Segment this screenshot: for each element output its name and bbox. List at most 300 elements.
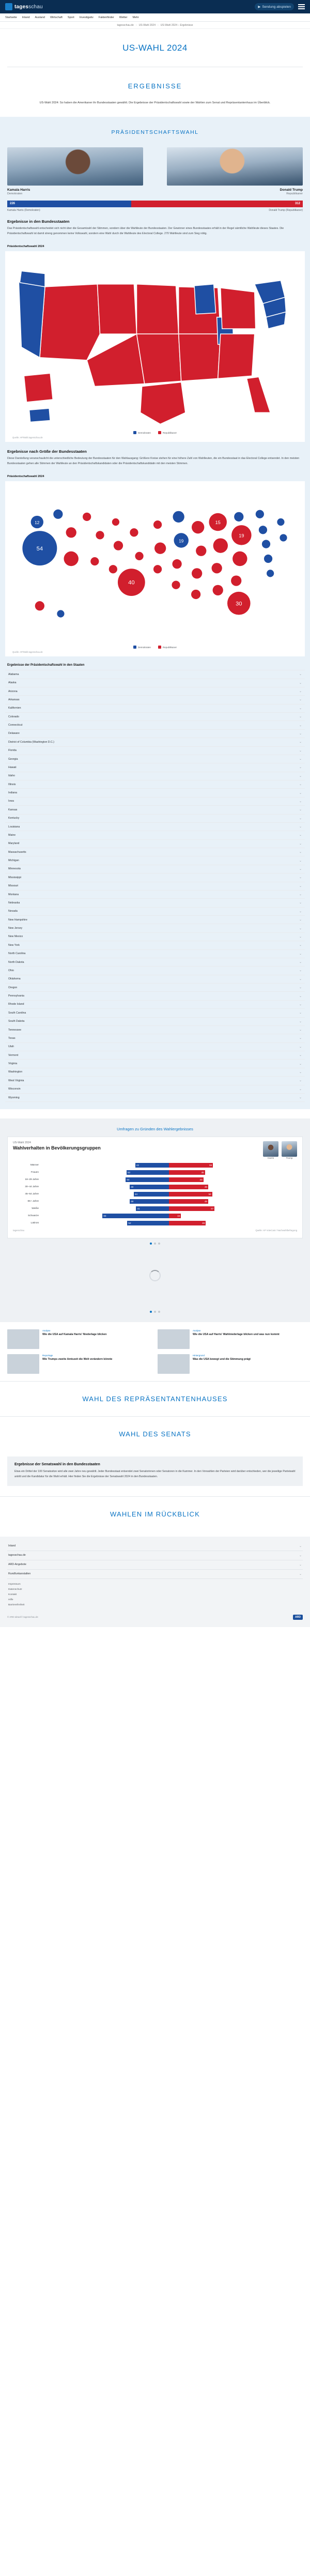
poll-value-trump: 55 (209, 1164, 212, 1167)
state-label: Connecticut (8, 724, 23, 727)
nav-item-faktenfinder[interactable]: Faktenfinder (98, 16, 114, 19)
svg-text:19: 19 (239, 533, 244, 539)
poll-value-harris: 41 (137, 1207, 140, 1210)
state-accordion-item[interactable] (5, 941, 305, 949)
card-footer-brand: tagesschau (13, 1229, 24, 1232)
nav-item-ausland[interactable]: Ausland (35, 16, 45, 19)
tagesschau-logo-icon (5, 3, 12, 10)
chevron-down-icon: ⌄ (299, 1037, 302, 1040)
state-label: Florida (8, 749, 17, 753)
candidate-harris (7, 147, 143, 195)
chevron-down-icon: ⌄ (299, 825, 302, 829)
state-label: West Virginia (8, 1079, 24, 1082)
poll-bar-harris (41, 1170, 169, 1175)
state-accordion-item[interactable] (5, 1001, 305, 1009)
state-label: Alaska (8, 681, 17, 685)
chevron-down-icon: ⌄ (299, 893, 302, 897)
nav-item-inland[interactable]: Inland (22, 16, 30, 19)
chevron-down-icon: ⌄ (299, 724, 302, 727)
map-canvas-1 (8, 255, 302, 428)
map2-legend-rep: Republikaner (158, 646, 177, 649)
poll-row-label: Latinos (30, 1222, 39, 1225)
state-accordion-item[interactable] (5, 908, 305, 916)
poll-row-label: 45–64 Jahre (25, 1193, 39, 1196)
chevron-down-icon: ⌄ (299, 1079, 302, 1083)
chevron-down-icon: ⌄ (299, 986, 302, 990)
state-label: Utah (8, 1045, 14, 1049)
chevron-down-icon: ⌄ (299, 698, 302, 702)
card-footer (13, 1229, 297, 1232)
teaser-item[interactable] (158, 1354, 303, 1374)
face-name-trump: Trump (286, 1157, 293, 1160)
teaser-item[interactable] (158, 1329, 303, 1349)
nav-item-investigativ[interactable]: Investigativ (79, 16, 94, 19)
teaser-kicker: Hintergrund (193, 1354, 205, 1357)
state-label: New Jersey (8, 927, 23, 930)
results-heading: ERGEBNISSE (128, 82, 182, 90)
chevron-down-icon: ⌄ (299, 859, 302, 863)
chevron-down-icon: ⌄ (299, 1011, 302, 1015)
chevron-down-icon: ⌄ (299, 749, 302, 753)
footer-links (0, 1579, 310, 1611)
senate-heading: WAHL DES SENATS (119, 1430, 191, 1438)
retrospect-section (0, 1496, 310, 1531)
footer-link[interactable]: Barrierefreiheit (8, 1603, 25, 1606)
logo[interactable] (5, 3, 43, 10)
state-label: Colorado (8, 715, 20, 718)
poll-row (13, 1199, 297, 1204)
poll-value-harris: 44 (134, 1193, 137, 1196)
states-block-title: Ergebnisse in den Bundesstaaten (7, 219, 70, 224)
chevron-down-icon: ⌄ (299, 817, 302, 820)
footer-bottom (0, 1611, 310, 1627)
svg-text:19: 19 (179, 539, 184, 544)
chevron-down-icon: ⌄ (299, 961, 302, 964)
poll-bar-harris (41, 1199, 169, 1204)
state-accordion-item[interactable] (5, 950, 305, 958)
harris-face (263, 1141, 278, 1160)
chevron-down-icon: ⌄ (299, 834, 302, 837)
presidential-section (0, 117, 310, 1109)
state-accordion-item[interactable] (5, 882, 305, 891)
nav-item-sport[interactable]: Sport (67, 16, 74, 19)
chevron-down-icon: ⌄ (299, 876, 302, 880)
electoral-bar (7, 201, 303, 207)
state-accordion-item[interactable] (5, 1009, 305, 1017)
poll-row (13, 1191, 297, 1197)
state-accordion-item[interactable] (5, 772, 305, 780)
teaser-thumbnail (7, 1329, 39, 1349)
poll-row-label: Männer (30, 1164, 39, 1167)
polls-heading: Umfragen zu Gründen des Wahlergebnisses (117, 1127, 193, 1132)
map1-legend (8, 428, 302, 434)
card-kicker: US-Wahl 2024 (13, 1141, 31, 1145)
poll-row (13, 1220, 297, 1226)
footer-link[interactable]: Datenschutz (8, 1588, 22, 1591)
state-label: Oregon (8, 986, 18, 989)
state-label: Kansas (8, 808, 18, 811)
state-accordion-item[interactable] (5, 1068, 305, 1077)
teaser-kicker: Reportage (42, 1354, 53, 1357)
state-accordion-item[interactable] (5, 738, 305, 746)
nav-item-wetter[interactable]: Wetter (119, 16, 128, 19)
svg-text:30: 30 (236, 601, 242, 607)
footer-accordion-label: Rundfunkanstalten (8, 1572, 31, 1576)
top-bar (0, 0, 310, 13)
state-accordion-item[interactable] (5, 755, 305, 763)
menu-button[interactable] (298, 4, 305, 9)
poll-value-trump: 43 (199, 1178, 203, 1182)
state-accordion-item[interactable] (5, 984, 305, 992)
chevron-down-icon: ⌄ (299, 1054, 302, 1057)
chevron-down-icon: ⌄ (299, 910, 302, 913)
poll-bar-trump (169, 1170, 297, 1175)
poll-row-label: 65+ Jahre (27, 1200, 39, 1203)
state-accordion-item[interactable] (5, 704, 305, 713)
face-names (263, 1157, 297, 1159)
footer-accordion (7, 1542, 303, 1579)
state-accordion-item[interactable] (5, 687, 305, 696)
ard-logo-icon: ARD (293, 1615, 303, 1620)
poll-value-harris: 83 (103, 1215, 106, 1218)
footer-accordion-label: Inland (8, 1544, 16, 1548)
carousel2-dot-2[interactable] (154, 1311, 156, 1313)
electoral-bar-trump: 312 (131, 201, 303, 207)
carousel-dots[interactable] (0, 1238, 310, 1245)
state-accordion-item[interactable] (5, 891, 305, 899)
footer-accordion-item[interactable] (7, 1570, 303, 1579)
teaser-title: Wie die USA auf Kamala Harris' Niederlage blicken (42, 1333, 107, 1337)
trump-name: Donald Trump (280, 188, 303, 192)
state-label: North Carolina (8, 952, 26, 956)
svg-text:54: 54 (36, 545, 43, 552)
chevron-down-icon: ⌄ (299, 774, 302, 778)
teaser-item[interactable] (7, 1354, 152, 1374)
state-accordion-item[interactable] (5, 1060, 305, 1068)
state-accordion-item[interactable] (5, 763, 305, 772)
state-accordion-item[interactable] (5, 806, 305, 814)
harris-name: Kamala Harris (7, 188, 30, 192)
poll-value-trump: 49 (204, 1200, 207, 1203)
copyright: © ARD-aktuell / tagesschau.de (7, 1616, 38, 1619)
chevron-down-icon: ⌄ (299, 1563, 302, 1567)
chevron-down-icon: ⌄ (299, 715, 302, 719)
state-accordion-item[interactable] (5, 1034, 305, 1042)
chevron-down-icon: ⌄ (299, 935, 302, 939)
map1-legend-rep: Republikaner (158, 431, 177, 434)
breadcrumb-item-1[interactable]: US-Wahl 2024 (138, 23, 156, 27)
teaser-title: Wie Trumps zweite Amtszeit die Welt verändern könnte (42, 1358, 113, 1361)
house-section (0, 1381, 310, 1416)
chevron-down-icon: ⌄ (299, 1087, 302, 1091)
poll-bar-harris (41, 1185, 169, 1189)
footer-accordion-item[interactable] (7, 1551, 303, 1560)
legend-harris: Kamala Harris (Demokraten) (7, 208, 40, 212)
poll-value-harris: 49 (131, 1200, 134, 1203)
state-label: Mississippi (8, 876, 22, 879)
state-accordion-item[interactable] (5, 823, 305, 831)
map-canvas-2 (8, 485, 302, 642)
chevron-down-icon: ⌄ (299, 741, 302, 744)
footer-accordion-item[interactable] (7, 1560, 303, 1570)
state-accordion-item[interactable] (5, 865, 305, 873)
retrospect-heading: WAHLEN IM RÜCKBLICK (110, 1510, 200, 1518)
chevron-down-icon: ⌄ (299, 1020, 302, 1023)
state-accordion-item[interactable] (5, 679, 305, 687)
play-icon: ▶ (258, 5, 261, 9)
state-label: Maryland (8, 842, 20, 846)
state-accordion-item[interactable] (5, 713, 305, 721)
play-broadcast-button[interactable] (255, 3, 294, 10)
harris-party: Demokraten (7, 192, 23, 195)
state-accordion-item[interactable] (5, 848, 305, 856)
state-label: Virginia (8, 1062, 18, 1066)
poll-value-trump: 45 (201, 1171, 204, 1174)
chevron-down-icon: ⌄ (299, 884, 302, 888)
map1-caption: Präsidentschaftswahl 2024 (7, 244, 44, 248)
state-label: Georgia (8, 757, 18, 761)
state-label: Idaho (8, 774, 15, 778)
chevron-down-icon: ⌄ (299, 994, 302, 998)
svg-text:15: 15 (215, 519, 221, 525)
carousel2-dot-1[interactable] (150, 1311, 152, 1313)
senate-results-heading: Ergebnisse der Senatswahl in den Bundesstaaten (14, 1463, 100, 1467)
chevron-down-icon: ⌄ (299, 1062, 302, 1066)
state-accordion-item[interactable] (5, 696, 305, 704)
card-footer-source: Quelle: AP VoteCast / Nachwahlbefragung (255, 1229, 297, 1232)
poll-bar-harris (41, 1214, 169, 1218)
poll-value-harris: 52 (128, 1222, 131, 1225)
poll-bar-trump (169, 1221, 297, 1225)
legend-trump: Donald Trump (Republikaner) (269, 208, 303, 212)
carousel-dots-2[interactable] (0, 1307, 310, 1313)
chevron-down-icon: ⌄ (299, 867, 302, 871)
poll-row (13, 1170, 297, 1175)
state-accordion-item[interactable] (5, 856, 305, 865)
state-accordion-item[interactable] (5, 721, 305, 729)
state-accordion-item[interactable] (5, 1094, 305, 1102)
state-label: Missouri (8, 884, 19, 888)
state-accordion-item[interactable] (5, 1026, 305, 1034)
footer-accordion-item[interactable] (7, 1542, 303, 1551)
chevron-down-icon: ⌄ (299, 800, 302, 803)
electoral-map-bubbles[interactable] (5, 481, 305, 656)
state-accordion-item[interactable] (5, 967, 305, 975)
poll-value-trump: 54 (208, 1193, 211, 1196)
poll-row-label: Schwarze (27, 1215, 39, 1218)
state-label: Arkansas (8, 698, 20, 701)
breadcrumb-sep-icon-2: › (157, 23, 159, 27)
poll-value-harris: 54 (127, 1178, 130, 1182)
breadcrumb-item-0[interactable]: tagesschau.de (117, 23, 134, 27)
state-label: Tennessee (8, 1028, 22, 1032)
house-heading: WAHL DES REPRÄSENTANTENHAUSES (82, 1395, 228, 1403)
teaser-thumbnail (158, 1329, 190, 1349)
poll-bar-harris (41, 1192, 169, 1197)
chevron-down-icon: ⌄ (299, 918, 302, 922)
state-label: Louisiana (8, 825, 20, 829)
chevron-down-icon: ⌄ (299, 791, 302, 795)
chevron-down-icon: ⌄ (299, 977, 302, 981)
chevron-down-icon: ⌄ (299, 927, 302, 930)
state-accordion-item[interactable] (5, 670, 305, 679)
state-label: North Dakota (8, 960, 24, 964)
poll-bar-trump (169, 1185, 297, 1189)
teaser-meta (193, 1329, 280, 1349)
svg-text:12: 12 (35, 520, 40, 525)
poll-row (13, 1184, 297, 1190)
state-label: Wisconsin (8, 1087, 21, 1091)
state-label: Montana (8, 893, 19, 896)
chevron-down-icon: ⌄ (299, 808, 302, 812)
teaser-thumbnail (158, 1354, 190, 1374)
footer-link[interactable]: Hilfe (8, 1598, 13, 1601)
teaser-title: Wie die USA auf Harris' Wahlniederlage blicken und was nun kommt (193, 1333, 280, 1337)
poll-bar-harris (41, 1206, 169, 1211)
teaser-grid (0, 1322, 310, 1381)
state-accordion-item[interactable] (5, 1085, 305, 1094)
poll-bar-chart (13, 1162, 297, 1226)
poll-value-trump: 57 (211, 1207, 214, 1210)
trump-party: Republikaner (286, 192, 303, 195)
state-accordion-item[interactable] (5, 975, 305, 984)
footer-accordion-label: ARD-Angebote (8, 1563, 26, 1567)
state-label: Oklahoma (8, 977, 21, 981)
electoral-map-choropleth[interactable] (5, 251, 305, 442)
poll-bar-trump (169, 1192, 297, 1197)
chevron-down-icon: ⌄ (299, 1096, 302, 1100)
state-accordion-item[interactable] (5, 1051, 305, 1060)
state-label: Nebraska (8, 901, 20, 904)
state-label: New Mexico (8, 935, 23, 939)
state-accordion-item[interactable] (5, 1077, 305, 1085)
poll-value-trump: 49 (204, 1186, 207, 1189)
state-label: Illinois (8, 783, 16, 786)
teaser-kicker: Analyse (42, 1329, 51, 1332)
teaser-meta (42, 1329, 106, 1349)
poll-bar-trump (169, 1206, 297, 1211)
state-label: Alabama (8, 672, 19, 676)
teaser-kicker: Analyse (193, 1329, 201, 1332)
state-accordion-item[interactable] (5, 899, 305, 907)
state-accordion-item[interactable] (5, 924, 305, 932)
logo-text: tagesschau (14, 4, 43, 10)
state-label: Wyoming (8, 1096, 20, 1099)
chevron-down-icon: ⌄ (299, 842, 302, 846)
chevron-down-icon: ⌄ (299, 766, 302, 770)
state-label: Michigan (8, 859, 19, 863)
senate-results-text: Etwa ein Drittel der 100 Senatssitze wird alle zwei Jahre neu gewählt. Jeder Bundesstaat entsendet zwei Senatorinnen oder Senatoren in die Kammer. In den Vorwahlen der Parteien wird darüber entschieden, wer die jeweilige Parteiwahl antritt und die Kandidatur für die Wahl erhält. Hier finden Sie die Ergebnisse der Senatswahl 2024 in den Bundesstaaten. (14, 1470, 296, 1478)
state-accordion-item[interactable] (5, 840, 305, 848)
chevron-down-icon: ⌄ (299, 1572, 302, 1576)
chevron-down-icon: ⌄ (299, 681, 302, 685)
state-label: Delaware (8, 732, 20, 735)
state-accordion-item[interactable] (5, 747, 305, 755)
carousel2-dot-3[interactable] (158, 1311, 160, 1313)
senate-results-card (7, 1456, 303, 1485)
state-label: Nevada (8, 910, 18, 913)
harris-photo (7, 147, 143, 186)
state-accordion-item[interactable] (5, 831, 305, 839)
chevron-down-icon: ⌄ (299, 1029, 302, 1032)
poll-value-harris: 49 (131, 1186, 134, 1189)
state-accordion-item[interactable] (5, 1043, 305, 1051)
footer-link[interactable]: Kontakt (8, 1593, 17, 1596)
map2-legend (8, 642, 302, 649)
state-accordion-item[interactable] (5, 933, 305, 941)
state-accordion-item[interactable] (5, 798, 305, 806)
candidate-trump (167, 147, 303, 195)
state-label: Hawaii (8, 765, 17, 769)
poll-bar-trump (169, 1199, 297, 1204)
presidential-heading: PRÄSIDENTSCHAFTSWAHL (111, 129, 199, 136)
chevron-down-icon: ⌄ (299, 690, 302, 694)
state-label: Iowa (8, 800, 14, 803)
state-accordion-item[interactable] (5, 992, 305, 1000)
poll-value-harris: 42 (136, 1164, 140, 1167)
state-label: Indiana (8, 791, 18, 795)
chevron-down-icon: ⌄ (299, 952, 302, 956)
footer-link[interactable]: Impressum (8, 1583, 21, 1586)
state-accordion-item[interactable] (5, 730, 305, 738)
chevron-down-icon: ⌄ (299, 673, 302, 677)
poll-bar-harris (41, 1221, 169, 1225)
chevron-down-icon: ⌄ (299, 1544, 302, 1548)
poll-bar-harris (41, 1177, 169, 1182)
polls-section (0, 1118, 310, 1322)
state-label: Minnesota (8, 867, 21, 871)
state-label: Arizona (8, 689, 18, 693)
state-accordion-item[interactable] (5, 780, 305, 789)
nav-item-startseite[interactable]: Startseite (5, 16, 17, 19)
poll-row (13, 1206, 297, 1212)
breadcrumb-item-2: US-Wahl 2024 – Ergebnisse (160, 23, 193, 27)
teaser-title: Was die USA bewegt und die Stimmung prägt (193, 1358, 251, 1361)
state-label: Vermont (8, 1053, 19, 1057)
teaser-item[interactable] (7, 1329, 152, 1349)
chevron-down-icon: ⌄ (299, 732, 302, 735)
chevron-down-icon: ⌄ (299, 1070, 302, 1074)
poll-value-trump: 15 (177, 1215, 180, 1218)
card-title: Wahlverhalten in Bevölkerungsgruppen (13, 1145, 101, 1151)
state-accordion-item[interactable] (5, 1018, 305, 1026)
state-label: Washington (8, 1070, 23, 1074)
nav-item-mehr[interactable]: Mehr (132, 16, 139, 19)
state-label: Massachusetts (8, 850, 26, 854)
poll-row-label: 30–44 Jahre (25, 1186, 39, 1189)
chevron-down-icon: ⌄ (299, 1554, 302, 1557)
state-label: Rhode Island (8, 1003, 24, 1006)
poll-value-harris: 53 (127, 1171, 130, 1174)
breadcrumb (0, 22, 310, 29)
state-accordion-item[interactable] (5, 815, 305, 823)
trump-face (282, 1141, 297, 1160)
poll-value-trump: 46 (202, 1222, 205, 1225)
voting-behaviour-card (7, 1137, 303, 1238)
main-nav (0, 13, 310, 22)
page-intro: US-Wahl 2024: So haben die Amerikaner ihr Bundesstaaten gewählt. Die Ergebnisse der Präsidentschaftswahl sowie der Wahlen zum Senat und Repräsentantenhaus im Überblick. (39, 101, 271, 105)
size-block-text: Diese Darstellung veranschaulicht die unterschiedliche Bedeutung der Bundesstaaten für den Wahlausgang: Größere Kreise stehen für eine höhere Zahl von Wahlleuten, die ein Bundesstaat in das Electoral College entsendet. In den meisten Bundesstaaten gehen alle Stimmen der Wahlleute an den Präsidentschaftskandidaten oder die Präsidentschaftskandidatin mit den meisten Stimmen. (7, 457, 300, 466)
size-block-title: Ergebnisse nach Größe der Bundesstaaten (7, 449, 87, 454)
map1-source: Quelle: AP/Wahl.tagesschau.de (12, 436, 43, 439)
state-accordion-item[interactable] (5, 873, 305, 882)
state-accordion-item[interactable] (5, 789, 305, 797)
state-accordion-item[interactable] (5, 958, 305, 967)
state-accordion-item[interactable] (5, 916, 305, 924)
states-block-text: Das Präsidentschaftswahl entscheidet sich nicht über die Gesamtzahl der Stimmen, sondern über die Wahlleute der Bundesstaaten. Der Gewinner eines Bundesstaates erhält in der Regel sämtliche Wahlleute dieses Staates. Die Präsidentschaftswahl ist damit streng genommen keine Volkswahl, sondern eine Wahl durch die Wahlleute des Electoral College. 270 Wahlleute sind zum Sieg nötig. (7, 226, 284, 235)
nav-item-wirtschaft[interactable]: Wirtschaft (50, 16, 63, 19)
poll-bar-harris (41, 1163, 169, 1168)
